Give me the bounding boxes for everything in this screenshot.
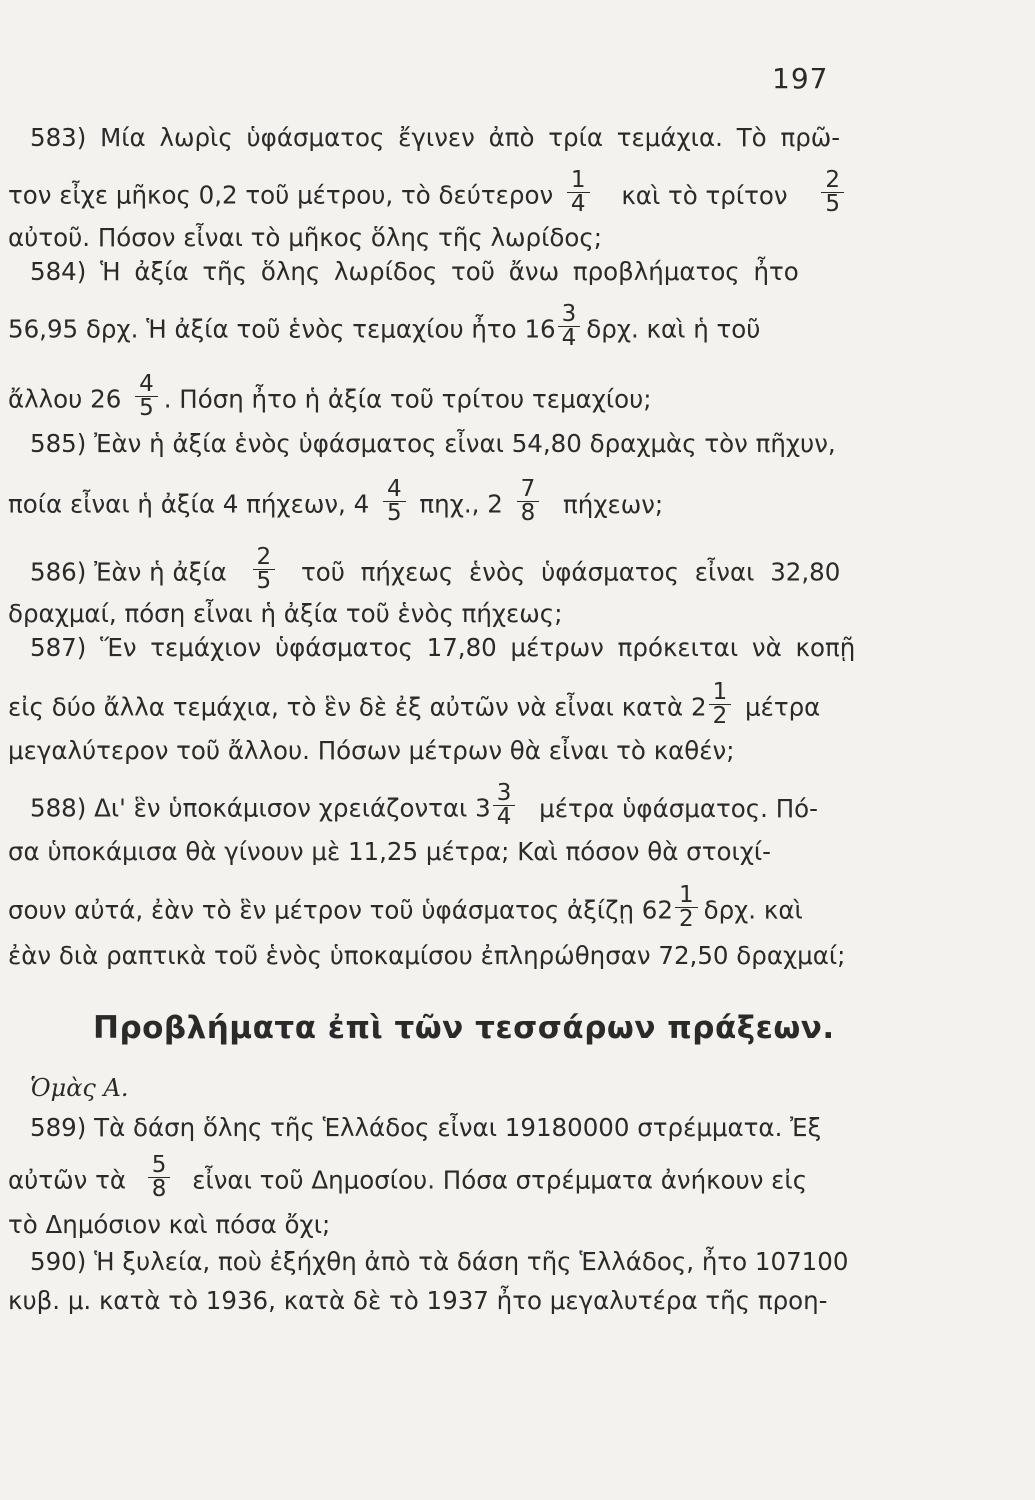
group-label: Ὁμὰς Α.: [30, 1074, 129, 1102]
fraction-four-fifths: $\frac{4}{5}$: [383, 478, 406, 525]
fraction-five-eighths: $\frac{5}{8}$: [148, 1154, 171, 1201]
section-heading: Προβλήματα ἐπὶ τῶν τεσσάρων πράξεων.: [93, 1010, 835, 1046]
fraction-two-fifths: $\frac{2}{5}$: [253, 546, 276, 593]
text: δρχ. καὶ: [703, 895, 803, 925]
text: ποία εἶναι ἡ ἀξία 4 πήχεων, 4: [8, 489, 370, 519]
line-583-3: αὐτοῦ. Πόσον εἶναι τὸ μῆκος ὅλης τῆς λωρίδος;: [8, 223, 603, 252]
fraction-seven-eighths: $\frac{7}{8}$: [517, 478, 540, 525]
text: δρχ. καὶ ἡ τοῦ: [586, 314, 761, 344]
text: καὶ τὸ τρίτον: [621, 180, 788, 210]
line-583-1: 583) Μία λωρὶς ὑφάσματος ἔγινεν ἀπὸ τρία τεμάχια. Τὸ πρῶ-: [30, 123, 841, 152]
line-588-2: σα ὑποκάμισα θὰ γίνουν μὲ 11,25 μέτρα; Καὶ πόσον θὰ στοιχί-: [8, 837, 772, 866]
text: 56,95 δρχ. Ἡ ἀξία τοῦ ἑνὸς τεμαχίου ἦτο 16: [8, 314, 556, 344]
line-590-2: κυβ. μ. κατὰ τὸ 1936, κατὰ δὲ τὸ 1937 ἦτο μεγαλυτέρα τῆς προη-: [8, 1286, 828, 1315]
fraction-three-quarters: $\frac{3}{4}$: [558, 303, 581, 350]
line-589-1: 589) Τὰ δάση ὅλης τῆς Ἑλλάδος εἶναι 19180000 στρέμματα. Ἐξ: [30, 1113, 822, 1142]
line-588-3: [8, 882, 803, 935]
fraction-two-fifths: $\frac{2}{5}$: [821, 169, 844, 216]
line-587-3: μεγαλύτερον τοῦ ἄλλου. Πόσων μέτρων θὰ εἶναι τὸ καθέν;: [8, 736, 735, 765]
text: εἶναι τοῦ Δημοσίου. Πόσα στρέμματα ἀνήκουν εἰς: [192, 1165, 808, 1195]
line-588-4: ἐὰν διὰ ραπτικὰ τοῦ ἑνὸς ὑποκαμίσου ἐπληρώθησαν 72,50 δραχμαί;: [8, 941, 846, 970]
line-589-3: τὸ Δημόσιον καὶ πόσα ὄχι;: [8, 1210, 331, 1239]
fraction-four-fifths: $\frac{4}{5}$: [135, 373, 158, 420]
line-588-1: [30, 780, 818, 833]
text: 588) Δι' ἓν ὑποκάμισον χρειάζονται 3: [30, 793, 491, 823]
text: μέτρα: [745, 692, 821, 722]
fraction-three-quarters: $\frac{3}{4}$: [493, 782, 516, 829]
line-586-1: [30, 544, 841, 597]
line-584-3: [8, 371, 652, 424]
line-587-2: [8, 679, 821, 732]
line-587-1: 587) Ἕν τεμάχιον ὑφάσματος 17,80 μέτρων πρόκειται νὰ κοπῇ: [30, 633, 856, 662]
text: σουν αὐτά, ἐὰν τὸ ἓν μέτρον τοῦ ὑφάσματος ἀξίζῃ 62: [8, 895, 673, 925]
line-585-1: 585) Ἐὰν ἡ ἀξία ἑνὸς ὑφάσματος εἶναι 54,80 δραχμὰς τὸν πῆχυν,: [30, 429, 836, 458]
line-585-2: [8, 476, 664, 529]
text: αὐτῶν τὰ: [8, 1165, 126, 1195]
text: 586) Ἐὰν ἡ ἀξία: [30, 557, 227, 587]
line-590-1: 590) Ἡ ξυλεία, ποὺ ἐξήχθη ἀπὸ τὰ δάση τῆς Ἑλλάδος, ἦτο 107100: [30, 1247, 849, 1276]
text: τοῦ πήχεως ἑνὸς ὑφάσματος εἶναι 32,80: [300, 557, 841, 587]
line-583-2: [8, 167, 850, 220]
line-584-2: [8, 301, 761, 354]
text: τον εἶχε μῆκος 0,2 τοῦ μέτρου, τὸ δεύτερον: [8, 180, 554, 210]
line-586-2: δραχμαί, πόση εἶναι ἡ ἀξία τοῦ ἑνὸς πήχεως;: [8, 599, 563, 628]
line-589-2: [8, 1152, 808, 1205]
text: πήχεων;: [563, 489, 664, 519]
text: εἰς δύο ἄλλα τεμάχια, τὸ ἓν δὲ ἐξ αὐτῶν νὰ εἶναι κατὰ 2: [8, 692, 707, 722]
text: πηχ., 2: [419, 489, 503, 519]
fraction-one-quarter: $\frac{1}{4}$: [567, 169, 590, 216]
page-number: 197: [772, 62, 829, 95]
text: ἄλλου 26: [8, 384, 122, 414]
line-584-1: 584) Ἡ ἀξία τῆς ὅλης λωρίδος τοῦ ἄνω προβλήματος ἦτο: [30, 257, 799, 286]
text: μέτρα ὑφάσματος. Πό-: [539, 793, 818, 823]
fraction-one-half: $\frac{1}{2}$: [709, 681, 732, 728]
fraction-one-half: $\frac{1}{2}$: [675, 884, 698, 931]
text: . Πόση ἦτο ἡ ἀξία τοῦ τρίτου τεμαχίου;: [163, 384, 652, 414]
